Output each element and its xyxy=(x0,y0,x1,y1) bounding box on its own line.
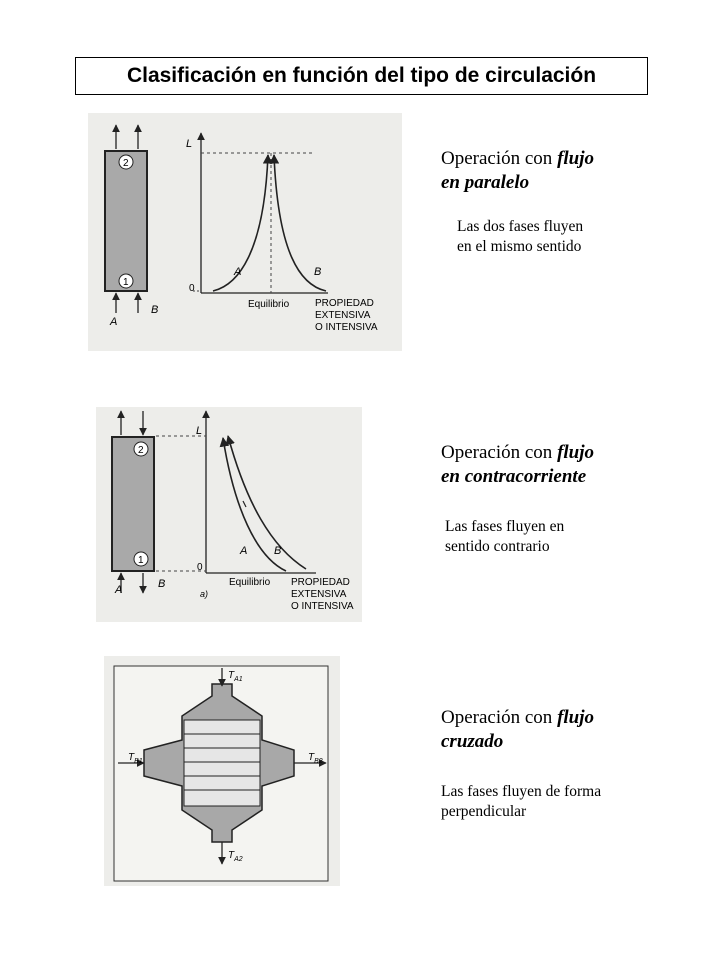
curve-label-A: A xyxy=(234,266,242,278)
axis-label-0: 0 xyxy=(197,562,203,573)
countercurrent-flow-figure xyxy=(96,407,362,622)
intensiva-label: O INTENSIVA xyxy=(291,601,354,612)
axis-label-L: L xyxy=(196,425,203,437)
label-TA2: $T_{A2}$ xyxy=(228,850,243,863)
label-TB1: $T_{B1}$ xyxy=(128,752,143,765)
column-body xyxy=(105,151,147,291)
extensiva-label: EXTENSIVA xyxy=(291,589,347,600)
crossflow-heading: Operación con flujo cruzado xyxy=(441,707,595,752)
equilibrio-label: Equilibrio xyxy=(248,299,290,310)
intensiva-label: O INTENSIVA xyxy=(315,322,378,333)
column-body xyxy=(112,437,154,571)
label-TA1: $T_{A1}$ xyxy=(228,670,243,683)
parallel-flow-figure xyxy=(88,113,402,351)
axis-label-L: L xyxy=(186,138,193,150)
curve-label-A: A xyxy=(240,545,248,557)
circle-label-1: 1 xyxy=(123,277,129,288)
axis-label-0: 0 xyxy=(189,283,195,294)
countercurrent-description: Las fases fluyen en sentido contrario xyxy=(445,518,565,555)
inlet-label-B: B xyxy=(151,304,159,316)
propiedad-label: PROPIEDAD xyxy=(291,577,350,588)
page-title: Clasificación en función del tipo de circulación xyxy=(75,57,648,95)
curve-label-B: B xyxy=(274,545,282,557)
countercurrent-heading: Operación con flujo en contracorriente xyxy=(441,442,595,487)
parallel-description: Las dos fases fluyen en el mismo sentido xyxy=(457,218,584,255)
circle-label-1: 1 xyxy=(138,555,144,566)
parallel-heading: Operación con flujo en paralelo xyxy=(441,148,595,193)
label-TB2: $T_{B2}$ xyxy=(308,752,323,765)
curve-label-B: B xyxy=(314,266,322,278)
circle-label-2: 2 xyxy=(138,445,144,456)
circle-label-2: 2 xyxy=(123,158,129,169)
crossflow-description: Las fases fluyen de forma perpendicular xyxy=(441,783,602,820)
inlet-label-B: B xyxy=(158,578,166,590)
inlet-label-A: A xyxy=(115,584,123,596)
extensiva-label: EXTENSIVA xyxy=(315,310,371,321)
crossflow-figure xyxy=(104,656,340,886)
equilibrio-label: Equilibrio xyxy=(229,577,271,588)
subfigure-label: a) xyxy=(200,589,209,599)
propiedad-label: PROPIEDAD xyxy=(315,298,374,309)
inlet-label-A: A xyxy=(110,316,118,328)
